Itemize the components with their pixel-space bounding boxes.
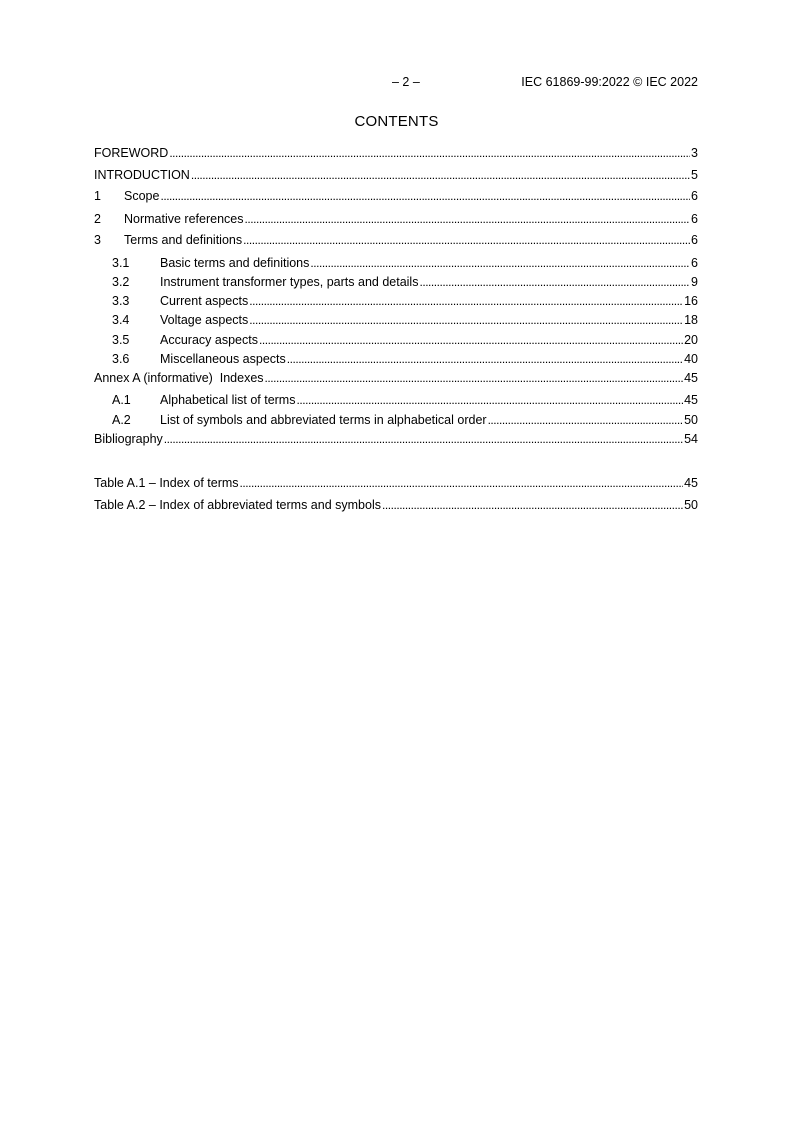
toc-entry-title: Terms and definitions <box>124 233 243 247</box>
toc-entry-foreword[interactable] <box>94 144 698 162</box>
toc-leader-dots <box>296 391 683 409</box>
toc-entry-number: 3 <box>94 233 101 247</box>
toc-entry-annex-a[interactable] <box>94 369 698 387</box>
toc-leader-dots <box>287 350 683 368</box>
toc-leader-dots <box>249 311 683 329</box>
toc-entry-title: Alphabetical list of terms <box>160 393 296 407</box>
toc-entry-number: A.2 <box>112 413 131 427</box>
toc-entry-page: 3 <box>691 146 698 160</box>
toc-entry-title: Basic terms and definitions <box>160 256 310 270</box>
toc-entry-title: Miscellaneous aspects <box>160 352 286 366</box>
toc-entry-number: 3.2 <box>112 275 130 289</box>
toc-entry-page: 50 <box>684 413 698 427</box>
page-header <box>94 75 698 93</box>
toc-entry-page: 6 <box>691 256 698 270</box>
toc-leader-dots <box>310 254 690 272</box>
toc-entry-title: Scope <box>124 189 160 203</box>
toc-entry-page: 40 <box>684 352 698 366</box>
toc-entry-normative-references[interactable] <box>94 210 698 228</box>
toc-entry-3-4[interactable] <box>94 311 698 329</box>
toc-entry-number: 1 <box>94 189 101 203</box>
toc-entry-number: 3.3 <box>112 294 130 308</box>
toc-entry-a-1[interactable] <box>94 391 698 409</box>
toc-leader-dots <box>249 292 683 310</box>
toc-entry-page: 6 <box>691 212 698 226</box>
toc-entry-3-6[interactable] <box>94 350 698 368</box>
toc-entry-table-a-1[interactable] <box>94 474 698 492</box>
toc-entry-page: 54 <box>684 432 698 446</box>
toc-entry-page: 45 <box>684 371 698 385</box>
document-reference: IEC 61869-99:2022 © IEC 2022 <box>521 75 698 89</box>
toc-entry-title: Normative references <box>124 212 244 226</box>
toc-entry-3-3[interactable] <box>94 292 698 310</box>
toc-leader-dots <box>243 231 690 249</box>
toc-entry-page: 5 <box>691 168 698 182</box>
toc-entry-number: 3.6 <box>112 352 130 366</box>
toc-entry-page: 6 <box>691 189 698 203</box>
toc-entry-page: 16 <box>684 294 698 308</box>
toc-leader-dots <box>488 411 684 429</box>
toc-entry-introduction[interactable] <box>94 166 698 184</box>
toc-entry-title: Accuracy aspects <box>160 333 258 347</box>
toc-entry-title: INTRODUCTION <box>94 168 190 182</box>
toc-entry-title: FOREWORD <box>94 146 169 160</box>
toc-entry-title: Current aspects <box>160 294 249 308</box>
toc-leader-dots <box>245 210 691 228</box>
toc-entry-title: Table A.2 – Index of abbreviated terms and symbols <box>94 498 381 512</box>
toc-entry-page: 9 <box>691 275 698 289</box>
toc-entry-3-2[interactable] <box>94 273 698 291</box>
toc-leader-dots <box>382 496 683 514</box>
toc-entry-3-5[interactable] <box>94 331 698 349</box>
toc-leader-dots <box>259 331 683 349</box>
toc-leader-dots <box>419 273 690 291</box>
toc-leader-dots <box>164 430 683 448</box>
toc-leader-dots <box>160 187 690 205</box>
toc-entry-title: Annex A (informative) Indexes <box>94 371 264 385</box>
toc-entry-number: 3.1 <box>112 256 130 270</box>
toc-entry-page: 50 <box>684 498 698 512</box>
toc-leader-dots <box>265 369 684 387</box>
toc-entry-number: 3.4 <box>112 313 130 327</box>
toc-entry-title: Voltage aspects <box>160 313 249 327</box>
toc-entry-page: 18 <box>684 313 698 327</box>
toc-entry-number: A.1 <box>112 393 131 407</box>
toc-entry-terms-and-definitions[interactable] <box>94 231 698 249</box>
toc-entry-bibliography[interactable] <box>94 430 698 448</box>
toc-entry-table-a-2[interactable] <box>94 496 698 514</box>
toc-entry-number: 2 <box>94 212 101 226</box>
toc-entry-title: Table A.1 – Index of terms <box>94 476 239 490</box>
toc-entry-page: 45 <box>684 476 698 490</box>
toc-leader-dots <box>240 474 684 492</box>
toc-entry-3-1[interactable] <box>94 254 698 272</box>
toc-entry-scope[interactable] <box>94 187 698 205</box>
toc-leader-dots <box>191 166 690 184</box>
toc-entry-number: 3.5 <box>112 333 130 347</box>
contents-title: CONTENTS <box>354 113 439 130</box>
page-number: – 2 – <box>392 75 420 89</box>
toc-entry-title: Bibliography <box>94 432 163 446</box>
toc-entry-page: 45 <box>684 393 698 407</box>
toc-entry-title: Instrument transformer types, parts and details <box>160 275 419 289</box>
toc-entry-page: 20 <box>684 333 698 347</box>
toc-leader-dots <box>169 144 690 162</box>
toc-entry-page: 6 <box>691 233 698 247</box>
toc-entry-title: List of symbols and abbreviated terms in alphabetical order <box>160 413 487 427</box>
toc-entry-a-2[interactable] <box>94 411 698 429</box>
